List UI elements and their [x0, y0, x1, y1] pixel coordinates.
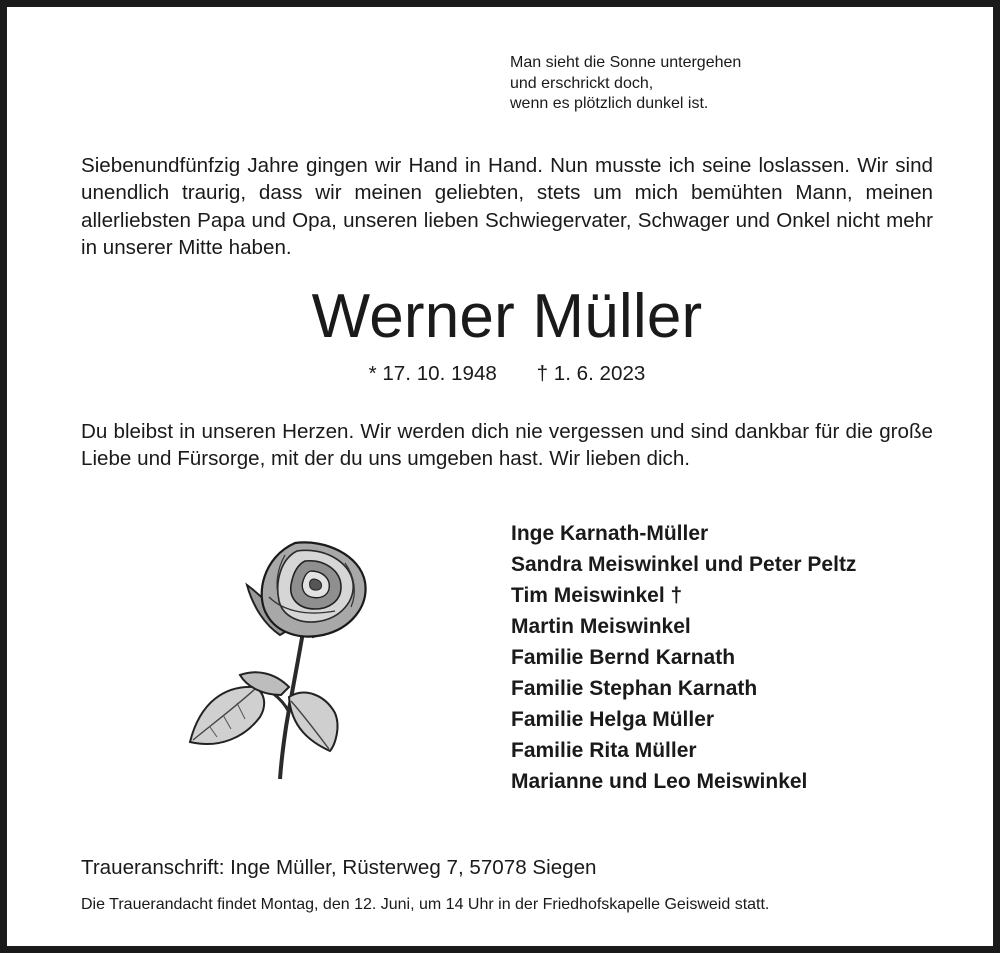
poem-line: wenn es plötzlich dunkel ist. — [510, 95, 709, 112]
family-member: Sandra Meiswinkel und Peter Peltz — [511, 553, 857, 576]
family-list — [511, 518, 971, 797]
poem — [510, 53, 930, 115]
family-member: Familie Helga Müller — [511, 708, 715, 731]
family-member: Familie Rita Müller — [511, 739, 697, 762]
poem-line: und erschrickt doch, — [510, 74, 654, 92]
family-member: Tim Meiswinkel † — [511, 584, 683, 607]
life-dates — [7, 361, 1000, 387]
death-date: † 1. 6. 2023 — [536, 362, 646, 385]
family-member: Marianne und Leo Meiswinkel — [511, 770, 808, 793]
deceased-name: Werner Müller — [311, 282, 703, 351]
family-member: Martin Meiswinkel — [511, 615, 691, 638]
family-member: Inge Karnath-Müller — [511, 522, 709, 545]
mourning-address: Traueranschrift: Inge Müller, Rüsterweg 7, 57078 Siegen — [81, 856, 597, 879]
rose-icon — [185, 537, 370, 782]
service-notice: Die Trauerandacht findet Montag, den 12. Juni, um 14 Uhr in der Friedhofskapelle Geisweid statt. — [81, 896, 770, 913]
birth-date: * 17. 10. 1948 — [368, 362, 497, 385]
poem-line: Man sieht die Sonne untergehen — [510, 54, 742, 71]
family-member: Familie Bernd Karnath — [511, 646, 736, 669]
intro-text: Siebenundfünfzig Jahre gingen wir Hand in Hand. Nun musste ich seine loslassen. Wir sind unendlich traurig, dass wir meinen geliebten, stets um mich bemühten Mann, meinen allerliebsten Papa und Opa, unseren lieben Schwiegervater, Schwager und Onkel nicht mehr in unserer Mitte haben. — [81, 154, 933, 259]
family-member: Familie Stephan Karnath — [511, 677, 758, 700]
outro-text: Du bleibst in unseren Herzen. Wir werden dich nie vergessen und sind dankbar für die große Liebe und Fürsorge, mit der du uns umgeben hast. Wir lieben dich. — [81, 420, 933, 471]
